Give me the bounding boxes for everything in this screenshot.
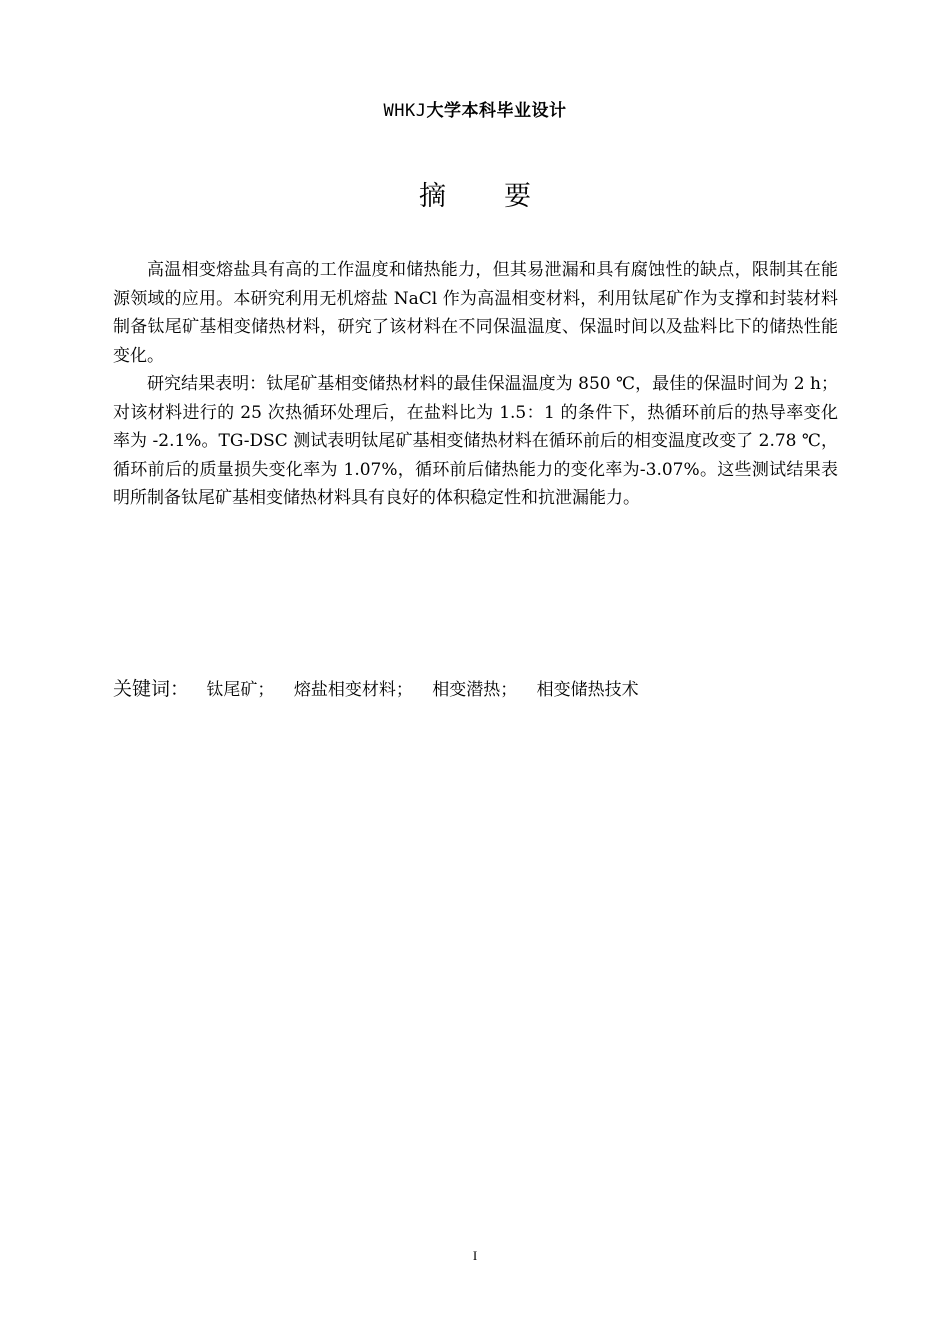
document-header: [0, 96, 950, 121]
abstract-title: [0, 174, 950, 213]
keyword-item: 钛尾矿；: [206, 680, 275, 700]
abstract-body: [113, 256, 838, 513]
keywords-line: [113, 675, 838, 704]
abstract-title-char-1: 摘: [419, 181, 446, 212]
abstract-title-char-2: 要: [504, 181, 531, 212]
abstract-paragraph-2: 研究结果表明：钛尾矿基相变储热材料的最佳保温温度为 850 ℃，最佳的保温时间为 2 h；对该材料进行的 25 次热循环处理后，在盐料比为 1.5：1 的条件下，热循环前后的热导率变化率为 -2.1%。TG-DSC 测试表明钛尾矿基相变储热材料在循环前后的相变温度改变了 2.78 ℃，循环前后的质量损失变化率为 1.07%，循环前后储热能力的变化率为-3.07%。这些测试结果表明所制备钛尾矿基相变储热材料具有良好的体积稳定性和抗泄漏能力。: [113, 374, 838, 508]
keyword-item: 熔盐相变材料；: [293, 680, 413, 700]
abstract-paragraph-1: 高温相变熔盐具有高的工作温度和储热能力，但其易泄漏和具有腐蚀性的缺点，限制其在能源领域的应用。本研究利用无机熔盐 NaCl 作为高温相变材料，利用钛尾矿作为支撑和封装材料制备钛尾矿基相变储热材料，研究了该材料在不同保温温度、保温时间以及盐料比下的储热性能变化。: [113, 260, 838, 366]
keyword-item: 相变储热技术: [536, 680, 639, 700]
page-number: I: [472, 1248, 478, 1263]
keyword-item: 相变潜热；: [432, 680, 518, 700]
header-document-type: 大学本科毕业设计: [426, 101, 567, 121]
keywords-label: 关键词：: [113, 678, 190, 700]
header-university-code: WHKJ: [383, 101, 427, 121]
